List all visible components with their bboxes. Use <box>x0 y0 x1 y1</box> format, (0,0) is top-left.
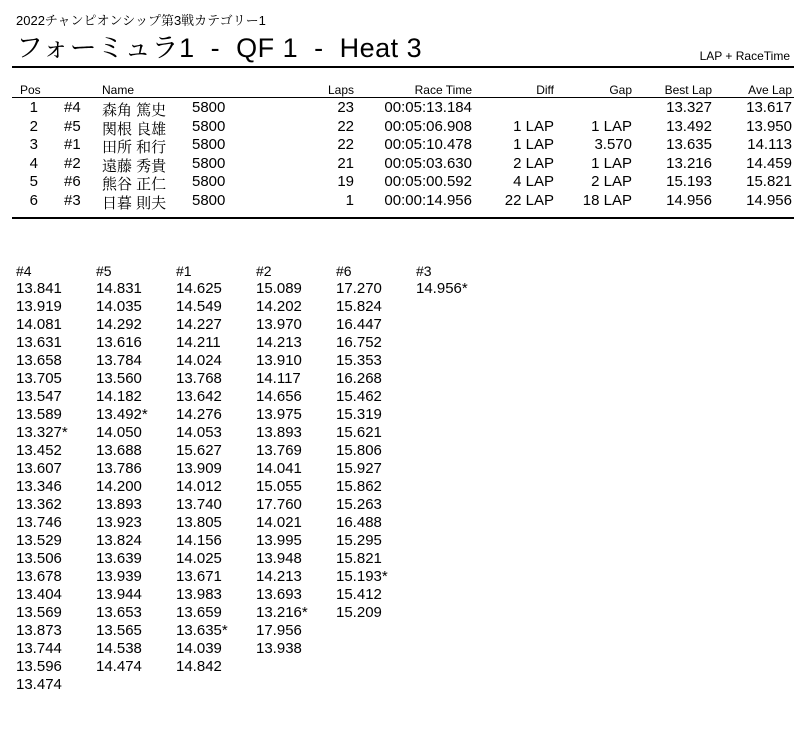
lap-time: 16.447 <box>336 316 382 333</box>
result-race-time: 00:05:03.630 <box>384 154 472 172</box>
lap-time: 14.474 <box>96 658 142 675</box>
lap-time: 15.806 <box>336 442 382 459</box>
title-divider <box>12 66 794 68</box>
result-gap: 18 LAP <box>582 191 632 209</box>
lap-time: 13.975 <box>256 406 302 423</box>
result-car: 5800 <box>192 136 226 153</box>
lap-time: 13.693 <box>256 586 302 603</box>
lap-time: 15.319 <box>336 406 382 423</box>
result-name: 田所 和行 <box>102 139 167 156</box>
lap-time: 14.200 <box>96 478 142 495</box>
result-laps: 22 <box>337 117 354 135</box>
lap-time: 14.538 <box>96 640 142 657</box>
col-racetime-header: Race Time <box>414 83 472 97</box>
lap-time: 14.213 <box>256 568 302 585</box>
result-best-lap: 13.216 <box>666 154 712 172</box>
result-best-lap: 13.635 <box>666 136 712 153</box>
lap-time: 14.625 <box>176 280 222 297</box>
lap-time: 14.041 <box>256 460 302 477</box>
lap-time: 13.560 <box>96 370 142 387</box>
result-ave-lap: 13.617 <box>746 99 792 116</box>
lap-time: 13.671 <box>176 568 222 585</box>
result-car: 5800 <box>192 117 226 135</box>
lap-time: 14.292 <box>96 316 142 333</box>
lap-time: 13.873 <box>16 622 62 639</box>
results-header-row <box>0 83 800 97</box>
lap-time: 14.213 <box>256 334 302 351</box>
lap-time: 14.156 <box>176 532 222 549</box>
lap-time: 15.209 <box>336 604 382 621</box>
lap-column-car-number: #5 <box>96 263 112 279</box>
lap-time: 13.642 <box>176 388 222 405</box>
lap-time: 13.607 <box>16 460 62 477</box>
lap-time: 14.656 <box>256 388 302 405</box>
lap-time: 13.596 <box>16 658 62 675</box>
lap-time: 15.821 <box>336 550 382 567</box>
result-pos: 3 <box>29 136 38 153</box>
lap-time: 14.053 <box>176 424 222 441</box>
lap-time: 13.678 <box>16 568 62 585</box>
lap-time: 14.050 <box>96 424 142 441</box>
result-laps: 19 <box>337 173 354 190</box>
col-bestlap-header: Best Lap <box>664 83 712 97</box>
lap-time: 13.362 <box>16 496 62 513</box>
lap-time: 13.841 <box>16 280 62 297</box>
lap-time: 15.862 <box>336 478 382 495</box>
lap-column <box>176 262 256 676</box>
result-num: #6 <box>64 173 81 190</box>
result-ave-lap: 14.113 <box>747 136 792 153</box>
result-pos: 2 <box>29 117 38 135</box>
lap-time: 15.193* <box>336 568 388 585</box>
lap-time: 14.021 <box>256 514 302 531</box>
lap-time: 15.824 <box>336 298 382 315</box>
lap-time: 15.627 <box>176 442 222 459</box>
lap-time: 13.824 <box>96 532 142 549</box>
col-laps-header: Laps <box>327 83 354 97</box>
lap-time: 13.768 <box>176 370 222 387</box>
lap-time: 13.506 <box>16 550 62 567</box>
col-avelap-header: Ave Lap <box>748 83 792 97</box>
result-pos: 4 <box>29 154 38 172</box>
result-row <box>0 99 800 117</box>
col-diff-header: Diff <box>536 83 554 97</box>
lap-time: 13.346 <box>16 478 62 495</box>
lap-time: 15.263 <box>336 496 382 513</box>
result-diff: 1 LAP <box>513 136 554 153</box>
result-car: 5800 <box>192 99 226 116</box>
lap-time: 14.842 <box>176 658 222 675</box>
result-name: 森角 篤史 <box>102 102 167 119</box>
lap-time: 13.948 <box>256 550 302 567</box>
lap-time: 14.276 <box>176 406 222 423</box>
result-race-time: 00:00:14.956 <box>384 191 472 209</box>
event-subtitle: 2022チャンピオンシップ第3戦カテゴリー1 <box>16 13 266 28</box>
result-car: 5800 <box>192 173 226 190</box>
result-num: #3 <box>64 191 81 209</box>
lap-time: 13.631 <box>16 334 62 351</box>
lap-time: 14.549 <box>176 298 222 315</box>
result-name: 遠藤 秀貴 <box>102 157 167 175</box>
lap-time: 13.327* <box>16 424 68 441</box>
lap-time: 13.216* <box>256 604 308 621</box>
report-mode-label: LAP + RaceTime <box>699 49 790 63</box>
lap-time: 15.412 <box>336 586 382 603</box>
lap-time: 13.635* <box>176 622 228 639</box>
lap-time: 13.805 <box>176 514 222 531</box>
lap-time: 13.769 <box>256 442 302 459</box>
result-gap: 1 LAP <box>591 117 632 135</box>
lap-time: 13.705 <box>16 370 62 387</box>
lap-time: 14.211 <box>176 334 221 351</box>
result-diff: 2 LAP <box>513 154 554 172</box>
lap-time: 13.653 <box>96 604 142 621</box>
col-gap-header: Gap <box>609 83 632 97</box>
lap-time: 15.927 <box>336 460 382 477</box>
lap-time: 13.589 <box>16 406 62 423</box>
lap-column <box>336 262 416 622</box>
lap-time: 13.474 <box>16 676 62 693</box>
result-best-lap: 15.193 <box>666 173 712 190</box>
lap-time: 13.893 <box>96 496 142 513</box>
result-ave-lap: 14.956 <box>746 191 792 209</box>
lap-time: 14.227 <box>176 316 222 333</box>
lap-time: 13.740 <box>176 496 222 513</box>
result-diff: 4 LAP <box>513 173 554 190</box>
result-name: 日暮 則夫 <box>102 194 167 212</box>
lap-time: 13.970 <box>256 316 302 333</box>
result-row <box>0 192 800 210</box>
result-pos: 5 <box>29 173 38 190</box>
result-row <box>0 173 800 191</box>
lap-time: 14.202 <box>256 298 302 315</box>
result-race-time: 00:05:13.184 <box>384 99 472 116</box>
result-row <box>0 118 800 136</box>
result-ave-lap: 13.950 <box>746 117 792 135</box>
lap-time: 15.055 <box>256 478 302 495</box>
lap-time: 13.983 <box>176 586 222 603</box>
lap-time: 13.744 <box>16 640 62 657</box>
lap-column-car-number: #6 <box>336 263 352 279</box>
lap-time: 14.117 <box>256 370 301 387</box>
result-laps: 23 <box>337 99 354 116</box>
lap-column <box>256 262 336 658</box>
lap-column-car-number: #3 <box>416 263 432 279</box>
lap-time: 16.752 <box>336 334 382 351</box>
lap-times-grid <box>0 262 800 742</box>
lap-time: 13.923 <box>96 514 142 531</box>
lap-time: 13.404 <box>16 586 62 603</box>
header-underline <box>12 97 794 98</box>
lap-time: 16.488 <box>336 514 382 531</box>
results-bottom-rule <box>12 217 794 219</box>
result-race-time: 00:05:06.908 <box>384 117 472 135</box>
result-row <box>0 155 800 173</box>
lap-time: 13.910 <box>256 352 302 369</box>
result-diff: 1 LAP <box>513 117 554 135</box>
lap-time: 13.786 <box>96 460 142 477</box>
lap-time: 14.035 <box>96 298 142 315</box>
lap-time: 15.462 <box>336 388 382 405</box>
lap-column-car-number: #2 <box>256 263 272 279</box>
result-gap: 3.570 <box>594 136 632 153</box>
lap-column <box>96 262 176 676</box>
lap-time: 13.569 <box>16 604 62 621</box>
lap-column-car-number: #4 <box>16 263 32 279</box>
result-row <box>0 136 800 154</box>
result-laps: 21 <box>337 154 354 172</box>
lap-time: 14.182 <box>96 388 142 405</box>
lap-time: 14.012 <box>176 478 222 495</box>
col-name-header: Name <box>102 83 135 97</box>
result-best-lap: 13.492 <box>666 117 712 135</box>
lap-time: 15.621 <box>336 424 382 441</box>
result-diff: 22 LAP <box>504 191 554 209</box>
result-ave-lap: 15.821 <box>746 173 792 190</box>
result-race-time: 00:05:00.592 <box>384 173 472 190</box>
result-laps: 1 <box>345 191 354 209</box>
result-car: 5800 <box>192 191 226 209</box>
result-race-time: 00:05:10.478 <box>384 136 472 153</box>
lap-time: 17.270 <box>336 280 382 297</box>
lap-time: 13.639 <box>96 550 142 567</box>
lap-time: 13.547 <box>16 388 62 405</box>
result-best-lap: 13.327 <box>666 99 712 116</box>
lap-time: 13.893 <box>256 424 302 441</box>
lap-time: 13.452 <box>16 442 62 459</box>
col-pos-header: Pos <box>20 83 41 97</box>
lap-time: 14.831 <box>96 280 142 297</box>
lap-time: 13.784 <box>96 352 142 369</box>
lap-time: 13.746 <box>16 514 62 531</box>
result-best-lap: 14.956 <box>666 191 712 209</box>
lap-time: 16.268 <box>336 370 382 387</box>
lap-time: 14.956* <box>416 280 468 297</box>
lap-time: 13.659 <box>176 604 222 621</box>
lap-time: 13.919 <box>16 298 62 315</box>
lap-time: 15.353 <box>336 352 382 369</box>
lap-column-car-number: #1 <box>176 263 192 279</box>
lap-time: 14.025 <box>176 550 222 567</box>
lap-time: 13.688 <box>96 442 142 459</box>
result-name: 熊谷 正仁 <box>102 176 167 193</box>
lap-time: 13.944 <box>96 586 142 603</box>
lap-time: 15.089 <box>256 280 302 297</box>
result-pos: 1 <box>29 99 38 116</box>
result-num: #1 <box>64 136 81 153</box>
lap-time: 14.024 <box>176 352 222 369</box>
result-pos: 6 <box>29 191 38 209</box>
result-ave-lap: 14.459 <box>746 154 792 172</box>
lap-column <box>416 262 496 298</box>
lap-time: 13.939 <box>96 568 142 585</box>
result-num: #2 <box>64 154 81 172</box>
lap-time: 13.492* <box>96 406 148 423</box>
lap-time: 13.938 <box>256 640 302 657</box>
lap-time: 13.616 <box>96 334 142 351</box>
result-car: 5800 <box>192 154 226 172</box>
lap-time: 15.295 <box>336 532 382 549</box>
lap-time: 14.081 <box>16 316 62 333</box>
lap-time: 13.565 <box>96 622 142 639</box>
lap-time: 13.658 <box>16 352 62 369</box>
result-num: #5 <box>64 117 81 135</box>
lap-column <box>16 262 96 694</box>
lap-time: 13.529 <box>16 532 62 549</box>
result-name: 関根 良雄 <box>102 120 167 138</box>
lap-time: 14.039 <box>176 640 222 657</box>
result-gap: 2 LAP <box>591 173 632 190</box>
result-num: #4 <box>64 99 81 116</box>
lap-time: 13.995 <box>256 532 302 549</box>
lap-time: 17.956 <box>256 622 302 639</box>
lap-time: 13.909 <box>176 460 222 477</box>
result-laps: 22 <box>337 136 354 153</box>
result-gap: 1 LAP <box>591 154 632 172</box>
page-title: フォーミュラ1 - QF 1 - Heat 3 <box>16 33 423 63</box>
lap-time: 17.760 <box>256 496 302 513</box>
